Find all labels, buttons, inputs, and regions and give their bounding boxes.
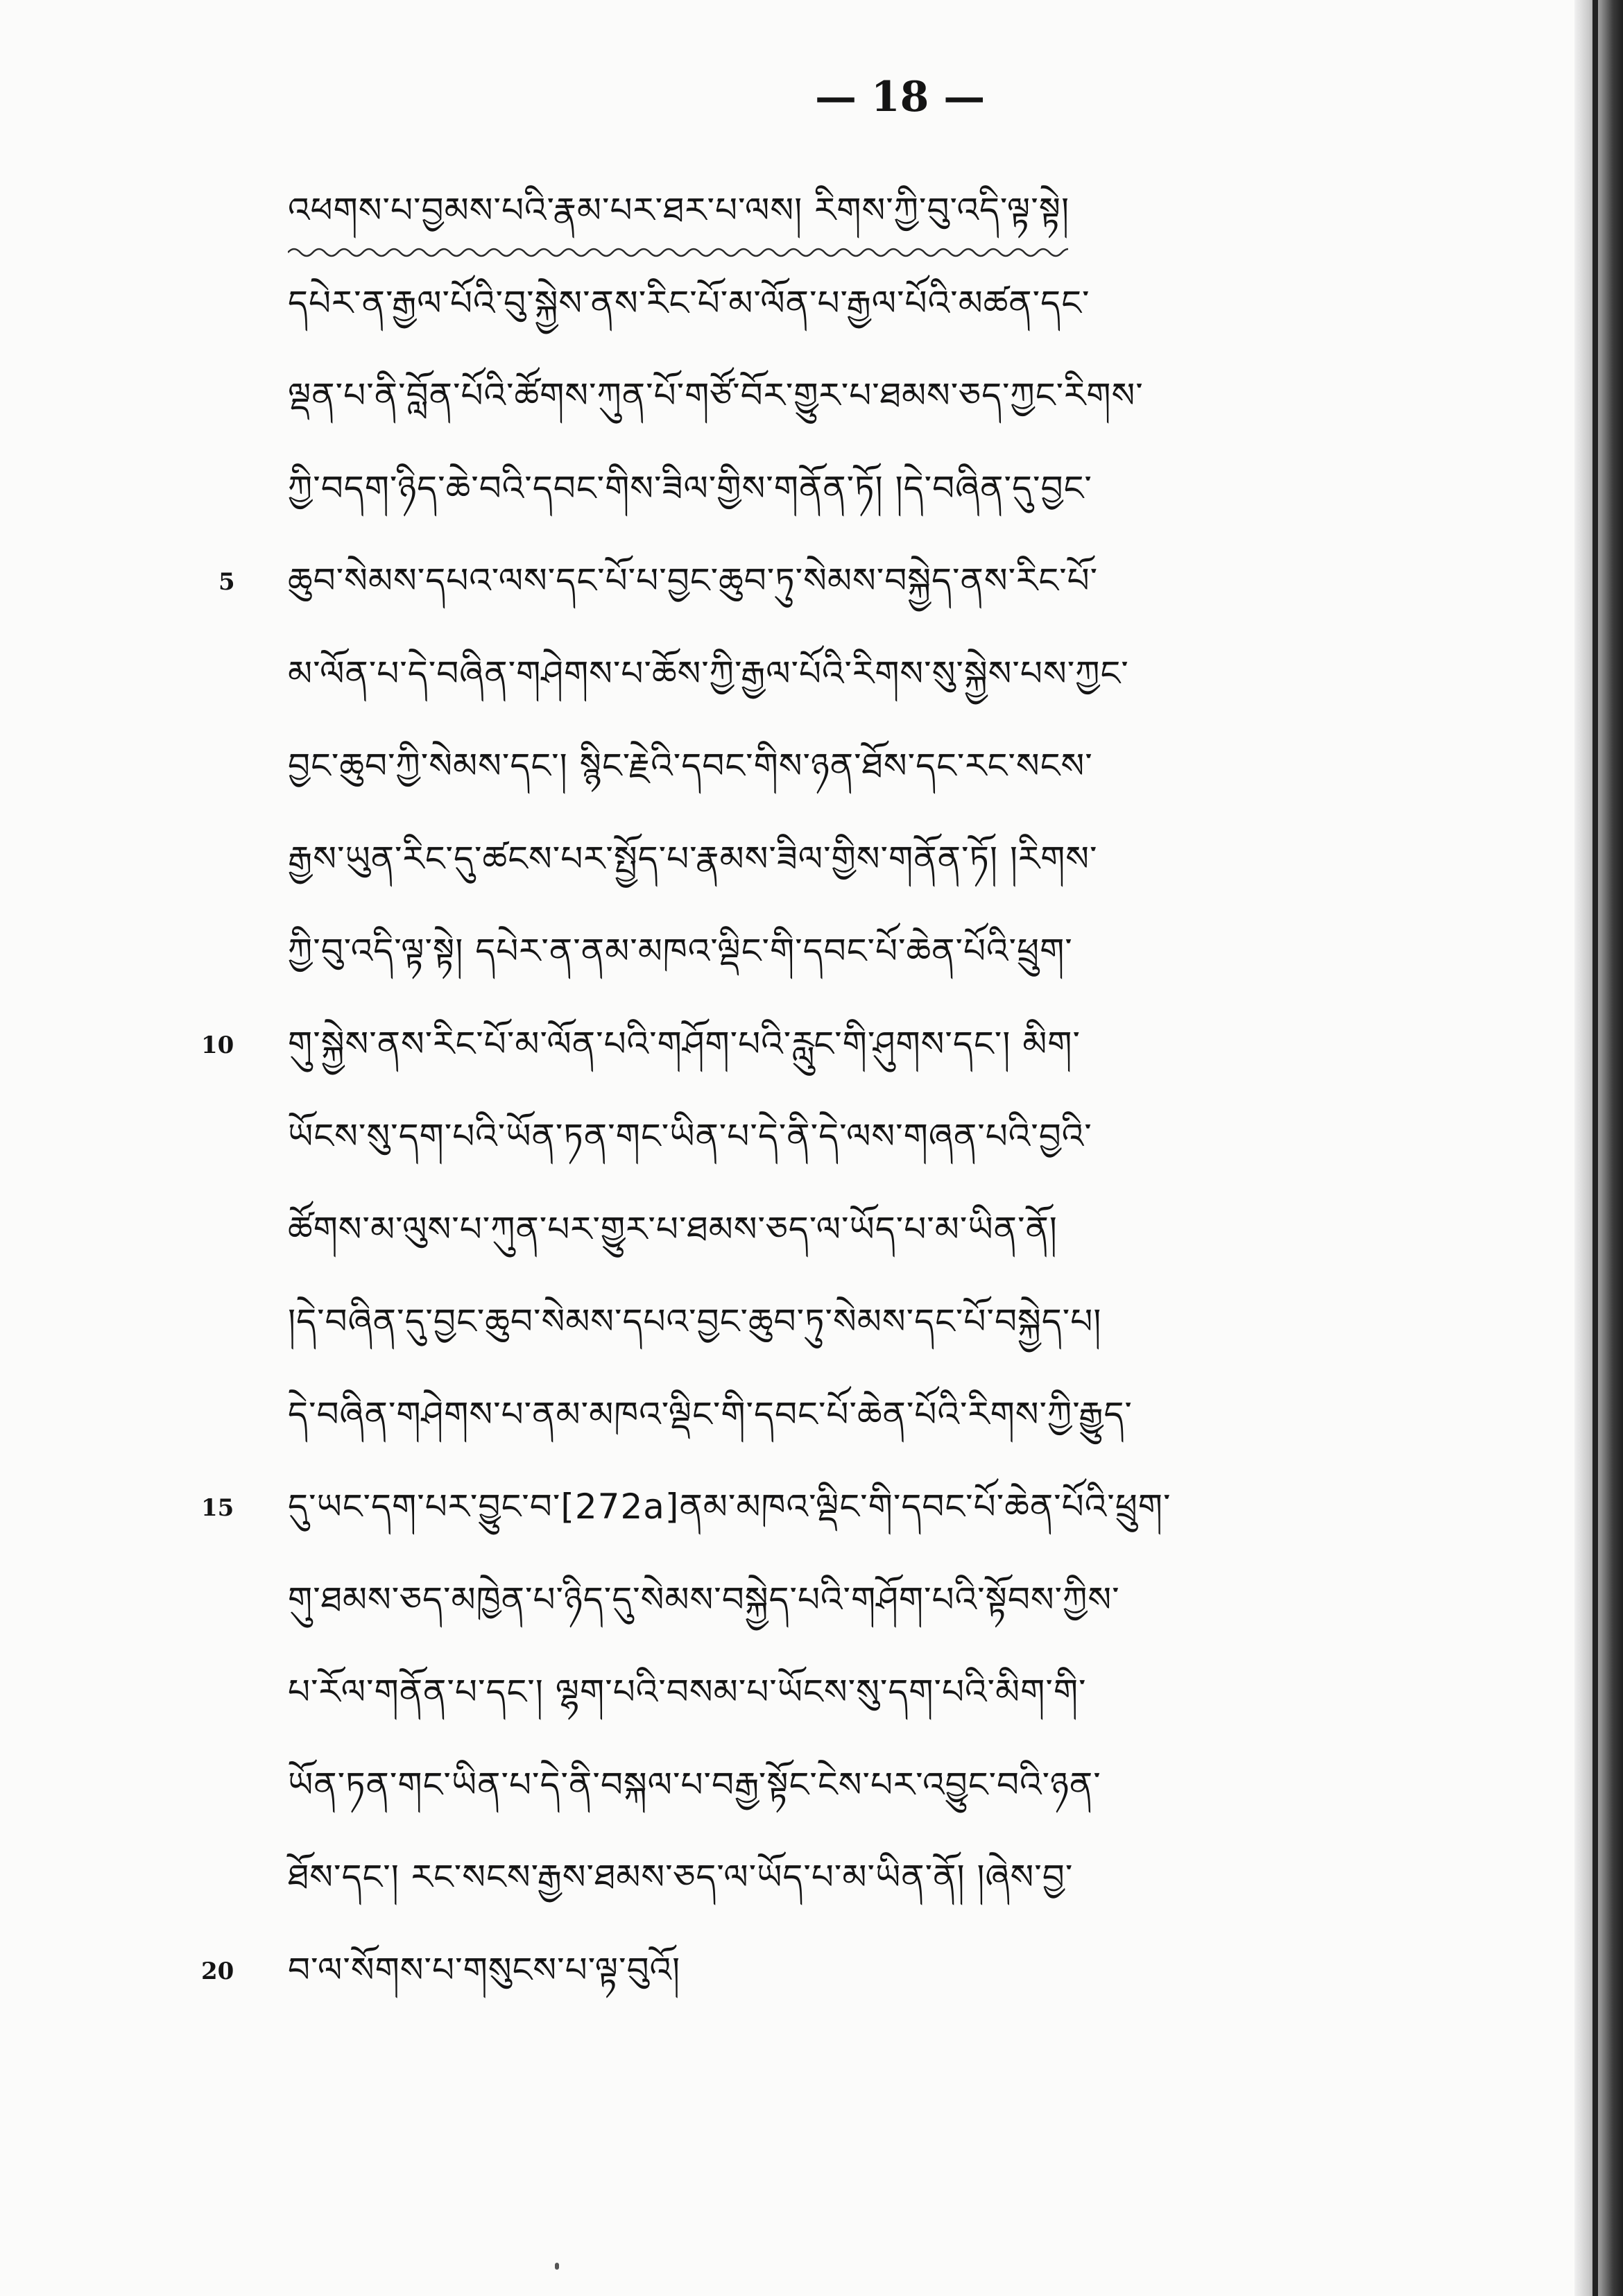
text-line-18 (194, 1741, 1512, 1834)
line-number: 20 (201, 1957, 234, 1985)
line-number: 10 (201, 1031, 234, 1059)
tibetan-text-block (194, 166, 1512, 2019)
page-number: — 18 — (815, 73, 986, 121)
scan-speck (555, 2263, 559, 2270)
text-line-12 (194, 1185, 1512, 1278)
line-text: ཐོས་དང་། རང་སངས་རྒྱས་ཐམས་ཅད་ལ་ཡོད་པ་མ་ཡིན་ནོ། །ཞེས་བྱ་ (288, 1857, 1074, 1897)
text-line-1 (194, 166, 1512, 259)
text-line-7 (194, 722, 1512, 815)
line-text: འཕགས་པ་བྱམས་པའི་རྣམ་པར་ཐར་པ་ལས། རིགས་ཀྱི་བུ་འདི་ལྟ་སྟེ། (288, 190, 1070, 230)
text-line-17 (194, 1648, 1512, 1741)
line-text: ཆུབ་སེམས་དཔའ་ལས་དང་པོ་པ་བྱང་ཆུབ་ཏུ་སེམས་བསྐྱེད་ནས་རིང་པོ་ (288, 560, 1099, 601)
line-text: དཔེར་ན་རྒྱལ་པོའི་བུ་སྐྱེས་ནས་རིང་པོ་མ་ལོན་པ་རྒྱལ་པོའི་མཚན་དང་ (288, 282, 1090, 323)
text-line-3 (194, 352, 1512, 445)
text-line-16 (194, 1556, 1512, 1649)
line-text: པ་རོལ་གནོན་པ་དང་། ལྷག་པའི་བསམ་པ་ཡོངས་སུ་དག་པའི་མིག་གི་ (288, 1672, 1087, 1712)
line-number: 5 (218, 568, 235, 596)
line-text: རྒྱས་ཡུན་རིང་དུ་ཚངས་པར་སྤྱོད་པ་རྣམས་ཟིལ་གྱིས་གནོན་ཏོ། །རིགས་ (288, 838, 1098, 879)
line-text: །དེ་བཞིན་དུ་བྱང་ཆུབ་སེམས་དཔའ་བྱང་ཆུབ་ཏུ་སེམས་དང་པོ་བསྐྱེད་པ། (288, 1301, 1102, 1342)
line-text: བ་ལ་སོགས་པ་གསུངས་པ་ལྟ་བུའོ། (288, 1949, 681, 1990)
text-line-9 (194, 907, 1512, 1000)
text-line-15 (194, 1463, 1512, 1556)
line-text: ཡོངས་སུ་དག་པའི་ཡོན་ཏན་གང་ཡིན་པ་དེ་ནི་དེ་ལས་གཞན་པའི་བྱའི་ (288, 1116, 1092, 1156)
line-text: བྱང་ཆུབ་ཀྱི་སེམས་དང་། སྙིང་རྗེའི་དབང་གིས་ཉན་ཐོས་དང་རང་སངས་ (288, 746, 1093, 786)
line-text: ལྡན་པ་ནི་བློན་པོའི་ཚོགས་ཀུན་པོ་གཙོ་བོར་གྱུར་པ་ཐམས་ཅད་ཀྱང་རིགས་ (288, 375, 1144, 415)
line-text: དེ་བཞིན་གཤེགས་པ་ནམ་མཁའ་ལྡིང་གི་དབང་པོ་ཆེན་པོའི་རིགས་ཀྱི་རྒྱུད་ (288, 1394, 1133, 1434)
text-line-20 (194, 1926, 1512, 2019)
text-line-14 (194, 1371, 1512, 1464)
text-line-8 (194, 815, 1512, 908)
scan-edge-line (1592, 0, 1598, 2296)
text-line-5 (194, 537, 1512, 630)
line-text: ཀྱི་བདག་ཉིད་ཆེ་བའི་དབང་གིས་ཟིལ་གྱིས་གནོན་ཏོ། །དེ་བཞིན་དུ་བྱང་ (288, 468, 1092, 508)
line-text: ཀྱི་བུ་འདི་ལྟ་སྟེ། དཔེར་ན་ནམ་མཁའ་ལྡིང་གི་དབང་པོ་ཆེན་པོའི་ཕྲུག་ (288, 931, 1073, 971)
wavy-underline (288, 244, 1068, 261)
scan-edge-shadow (1574, 0, 1623, 2296)
text-line-19 (194, 1833, 1512, 1926)
line-text: དུ་ཡང་དག་པར་བྱུང་བ་[272a]ནམ་མཁའ་ལྡིང་གི་དབང་པོ་ཆེན་པོའི་ཕྲུག་ (288, 1487, 1171, 1527)
text-line-11 (194, 1093, 1512, 1185)
text-line-13 (194, 1278, 1512, 1371)
line-text: ཡོན་ཏན་གང་ཡིན་པ་དེ་ནི་བསྐལ་པ་བརྒྱ་སྟོང་ངེས་པར་འབྱུང་བའི་ཉན་ (288, 1764, 1101, 1805)
text-line-10 (194, 1000, 1512, 1093)
text-line-6 (194, 630, 1512, 723)
text-line-2 (194, 259, 1512, 352)
line-text: མ་ལོན་པ་དེ་བཞིན་གཤེགས་པ་ཆོས་ཀྱི་རྒྱལ་པོའི་རིགས་སུ་སྐྱེས་པས་ཀྱང་ (288, 653, 1129, 694)
line-text: གུ་སྐྱེས་ནས་རིང་པོ་མ་ལོན་པའི་གཤོག་པའི་རླུང་གི་ཤུགས་དང་། མིག་ (288, 1023, 1081, 1064)
line-text: ཚོགས་མ་ལུས་པ་ཀུན་པར་གྱུར་པ་ཐམས་ཅད་ལ་ཡོད་པ་མ་ཡིན་ནོ། (288, 1208, 1058, 1249)
line-text: གུ་ཐམས་ཅད་མཁྱེན་པ་ཉིད་དུ་སེམས་བསྐྱེད་པའི་གཤོག་པའི་སྟོབས་ཀྱིས་ (288, 1579, 1120, 1620)
line-number: 15 (201, 1494, 234, 1522)
text-line-4 (194, 445, 1512, 538)
